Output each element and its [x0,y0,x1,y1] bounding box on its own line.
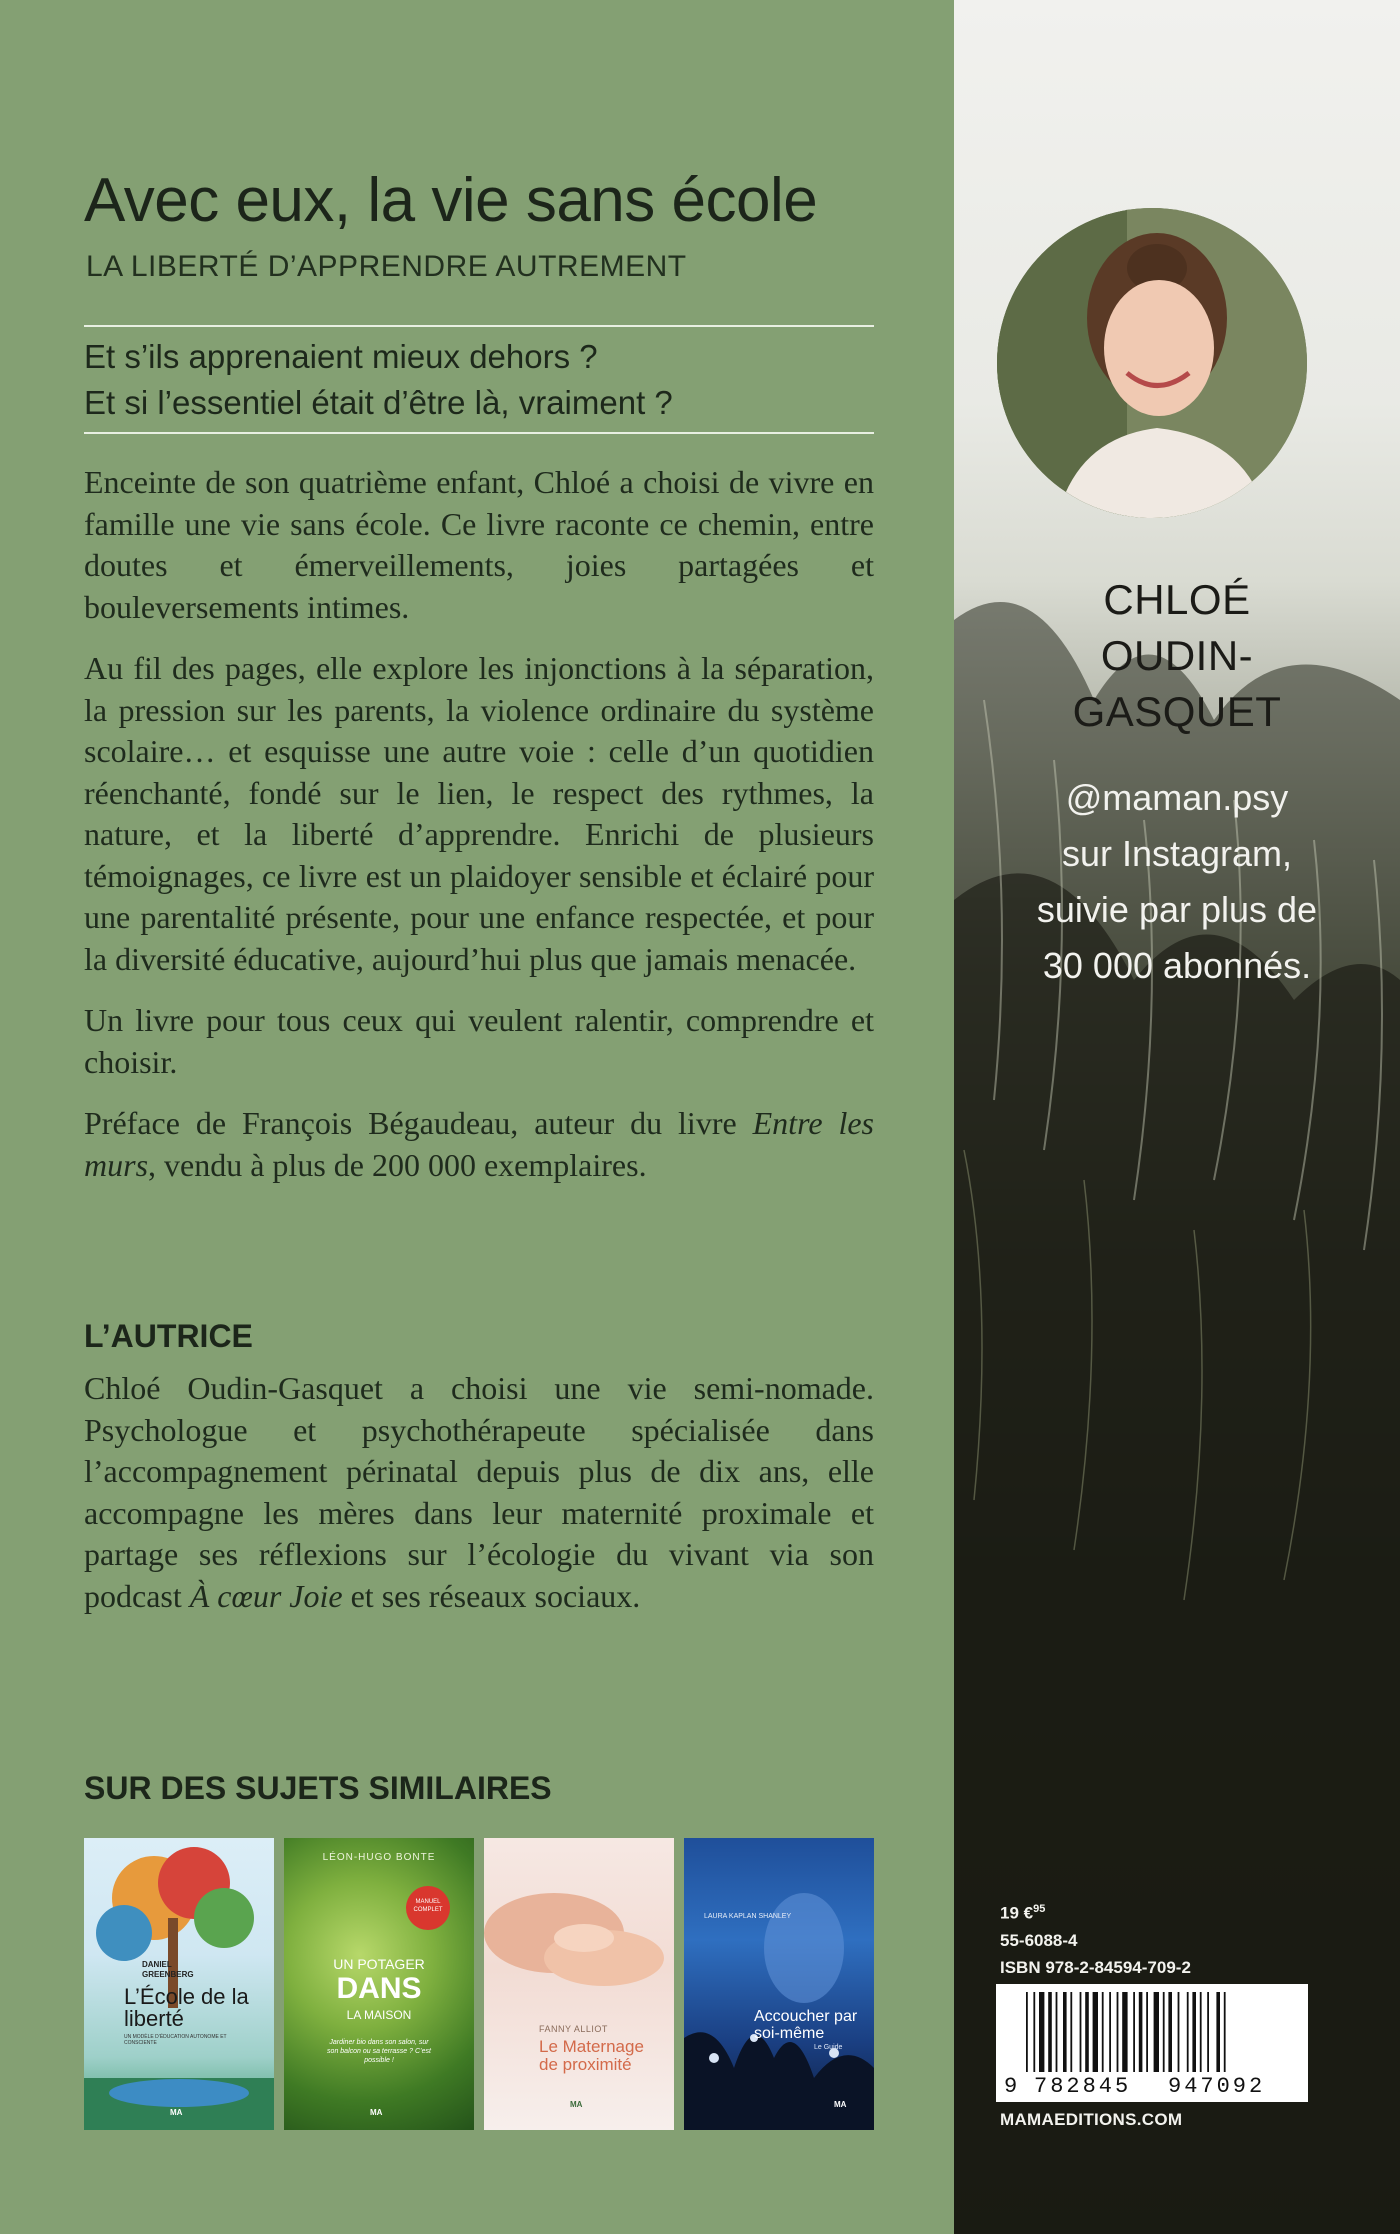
author-portrait-illustration [997,208,1307,518]
similar-books [84,1838,874,2130]
barcode-digit-first: 9 [1004,2074,1018,2099]
price [1000,1896,1191,1927]
photo-panel [954,0,1400,2234]
blurb-paragraph-3: Un livre pour tous ceux qui veulent ralentir, comprendre et choisir. [84,1002,874,1080]
instagram-handle: @maman.psy [1065,777,1289,818]
podcast-title: À cœur Joie [189,1577,343,1614]
book-cover-accoucher[interactable] [684,1838,874,2130]
blurb [84,462,874,1206]
instagram-line-4: 30 000 abonnés. [1042,945,1312,986]
book-author: FANNY ALLIOT [539,2024,608,2034]
barcode-bar [1080,1992,1082,2072]
barcode-bar [1109,1992,1111,2072]
barcode-bar [1207,1992,1209,2072]
book-title: Avec eux, la vie sans école [84,166,818,235]
blurb-paragraph-2: Au fil des pages, elle explore les injonctions à la séparation, la pression sur les parents, la violence ordinaire du système scolaire… et esquisse une autre voie : celle d’un quotidien réenchanté, fondé sur le lien, le respect des rythmes, la nature, et la liberté d’apprendre. Enrichi de plusieurs témoignages, ce livre est un plaidoyer sensible et éclairé pour une parentalité présente, pour une enfance respectée, et pour la diversité éducative, aujourd’hui plus que jamais menacée. [84,650,874,977]
barcode-bar [1056,1992,1058,2072]
instagram-info [954,770,1400,994]
publisher-logo: MA [570,2100,583,2109]
book-title-text: Le Maternage de proximité [539,2037,644,2074]
blurb-paragraph-1: Enceinte de son quatrième enfant, Chloé a choisi de vivre en famille une vie sans école. Ce livre raconte ce chemin, entre doutes et émerveillements, joies partagées et bouleversements intimes. [84,464,874,625]
barcode-bar [1139,1992,1143,2072]
publisher-logo: MA [834,2100,847,2109]
barcode-bar [1154,1992,1159,2072]
author-name-line-2: OUDIN- [1100,632,1254,679]
manual-badge: MANUEL COMPLET [406,1886,450,1930]
book-extra: Le Guide [814,2044,843,2051]
barcode-bar [1216,1992,1220,2072]
price-info [1000,1896,1191,1981]
author-heading: L’AUTRICE [84,1318,253,1354]
author-name [954,572,1400,740]
barcode-bar [1192,1992,1196,2072]
barcode-bar [1200,1992,1202,2072]
publisher-logo: MA [170,2108,183,2117]
book-subtitle-text: UN MODÈLE D’ÉDUCATION AUTONOME ET CONSCIENTE [124,2034,227,2046]
price-cents: 95 [1033,1903,1046,1915]
author-name-line-1: CHLOÉ [1103,576,1251,623]
publisher-logo: MA [370,2108,383,2117]
product-code: 55-6088-4 [1000,1930,1078,1950]
barcode-digits-group-2: 947092 [1168,2074,1266,2099]
preface-book-title: Entre les murs [84,1105,875,1183]
barcode-bar [1063,1992,1067,2072]
book-cover-ecole-liberte[interactable] [84,1838,274,2130]
book-cover-potager[interactable] [284,1838,474,2130]
book-subtitle: LA LIBERTÉ D’APPRENDRE AUTREMENT [86,250,687,283]
barcode-bar [1146,1992,1148,2072]
book-author: LÉON-HUGO BONTE [322,1852,436,1863]
author-bio-text: Chloé Oudin-Gasquet a choisi une vie semi-nomade. Psychologue et psychothérapeute spécialisée dans l’accompagnement périnatal depuis plus de dix ans, elle accompagne les mères dans leur maternité proximale et partage ses réflexions sur l’écologie du vivant via son podcast [84,1370,874,1614]
author-photo [997,208,1307,518]
barcode-bar [1102,1992,1104,2072]
preface-text-end: , vendu à plus de 200 000 exemplaires. [148,1146,647,1183]
question-1: Et s’ils apprenaient mieux dehors ? [84,338,598,375]
book-title-top: UN POTAGER [333,1956,425,1972]
divider-bottom [84,432,874,434]
book-title-text: L’École de la liberté [124,1984,249,2031]
barcode-bar [1026,1992,1028,2072]
instagram-line-3: suivie par plus de [1036,889,1318,930]
publisher-website[interactable]: MAMAEDITIONS.COM [1000,2110,1183,2129]
barcode-bar [1117,1992,1119,2072]
tagline-questions [84,334,884,426]
author-bio [84,1368,874,1617]
question-2: Et si l’essentiel était d’être là, vraiment ? [84,384,673,421]
barcode-bar [1048,1992,1052,2072]
book-title-mid: DANS [336,1972,422,2005]
book-author: DANIEL GREENBERG [142,1960,194,1979]
hands-illustration [484,1838,674,2130]
barcode-bar [1178,1992,1180,2072]
barcode-bar [1224,1992,1226,2072]
instagram-line-2: sur Instagram, [1061,833,1293,874]
author-bio-text-end: et ses réseaux sociaux. [342,1577,641,1614]
barcode-digits-group-1: 782845 [1034,2074,1132,2099]
barcode-bar [1122,1992,1127,2072]
barcode [996,1984,1308,2102]
barcode-bar [1187,1992,1189,2072]
author-name-line-3: GASQUET [1072,688,1282,735]
book-title-bottom: LA MAISON [346,2008,412,2022]
book-author: LAURA KAPLAN SHANLEY [704,1913,792,1920]
book-title-text: Accoucher par soi-même [754,2008,858,2042]
preface-text: Préface de François Bégaudeau, auteur du livre [84,1105,753,1141]
isbn: ISBN 978-2-84594-709-2 [1000,1957,1191,1977]
book-tagline: Jardiner bio dans son salon, sur son balcon ou sa terrasse ? C’est possible ! [327,2039,431,2064]
barcode-bar [1039,1992,1044,2072]
flowers-illustration [684,1838,874,2130]
barcode-bar [1093,1992,1098,2072]
blurb-paragraph-4 [84,1103,874,1186]
price-amount: 19 € [1000,1903,1034,1923]
barcode-bar [1070,1992,1072,2072]
barcode-bar [1033,1992,1035,2072]
book-cover-maternage[interactable] [484,1838,674,2130]
similar-heading: SUR DES SUJETS SIMILAIRES [84,1770,552,1806]
barcode-bar [1168,1992,1172,2072]
barcode-bar [1133,1992,1135,2072]
divider-top [84,325,874,327]
barcode-bar [1163,1992,1165,2072]
barcode-bar [1085,1992,1089,2072]
